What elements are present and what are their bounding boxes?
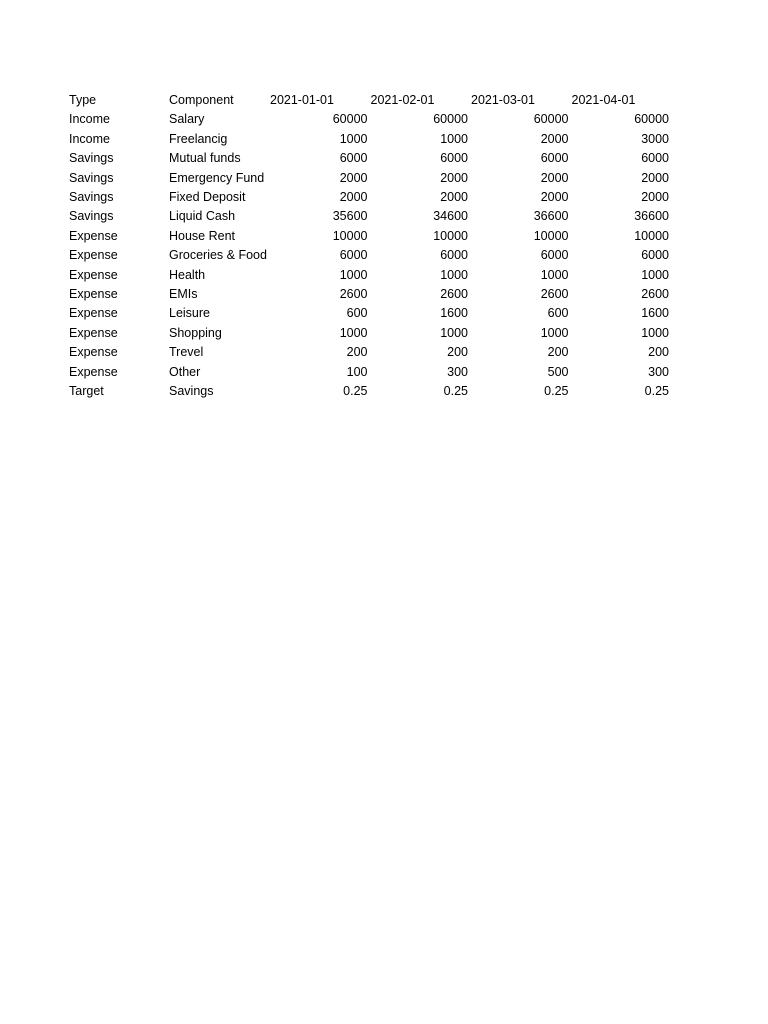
- cell-value: 600: [346, 306, 368, 321]
- cell-value: 1000: [339, 267, 368, 282]
- cell-component: EMIs: [169, 287, 198, 302]
- cell-value: 2000: [540, 170, 569, 185]
- cell-value: 1000: [339, 131, 368, 146]
- cell-value: 6000: [339, 151, 368, 166]
- cell-value: 34600: [433, 209, 468, 224]
- cell-value: 2600: [339, 287, 368, 302]
- cell-value: 200: [447, 345, 468, 360]
- cell-value: 1600: [641, 306, 669, 321]
- header-component: Component: [169, 93, 234, 107]
- cell-type: Savings: [69, 170, 114, 185]
- table-row: [67, 304, 670, 323]
- cell-value: 2000: [339, 190, 368, 205]
- cell-value: 2600: [540, 287, 569, 302]
- table-row: [67, 246, 670, 265]
- cell-value: 6000: [540, 151, 569, 166]
- cell-component: Fixed Deposit: [169, 190, 246, 205]
- table-row: [67, 382, 670, 401]
- cell-component: Salary: [169, 112, 205, 127]
- cell-value: 500: [547, 364, 569, 379]
- cell-value: 2600: [641, 287, 669, 302]
- cell-type: Expense: [69, 287, 118, 302]
- table-body: [67, 110, 670, 401]
- cell-component: Liquid Cash: [169, 209, 236, 224]
- cell-component: Other: [169, 364, 201, 379]
- budget-table: [67, 91, 670, 402]
- cell-value: 10000: [332, 228, 368, 243]
- cell-type: Expense: [69, 306, 118, 321]
- cell-value: 36600: [533, 209, 569, 224]
- cell-value: 100: [346, 364, 368, 379]
- table-row: [67, 363, 670, 382]
- cell-type: Savings: [69, 190, 114, 205]
- cell-value: 10000: [634, 228, 669, 243]
- cell-component: Mutual funds: [169, 151, 241, 166]
- cell-value: 0.25: [343, 384, 368, 399]
- cell-value: 2000: [339, 170, 368, 185]
- cell-value: 2600: [440, 287, 468, 302]
- cell-value: 1000: [641, 267, 669, 282]
- cell-value: 1000: [339, 325, 368, 340]
- cell-value: 60000: [634, 112, 669, 127]
- cell-value: 1000: [440, 131, 468, 146]
- cell-type: Expense: [69, 345, 118, 360]
- cell-type: Income: [69, 131, 110, 146]
- table-row: [67, 169, 670, 188]
- cell-value: 6000: [540, 248, 569, 263]
- cell-value: 6000: [339, 248, 368, 263]
- cell-type: Expense: [69, 364, 118, 379]
- cell-component: Shopping: [169, 325, 222, 340]
- cell-type: Savings: [69, 209, 114, 224]
- table-row: [67, 266, 670, 285]
- cell-component: Trevel: [169, 345, 204, 360]
- cell-value: 1000: [440, 267, 468, 282]
- cell-value: 300: [648, 364, 669, 379]
- cell-value: 0.25: [544, 384, 569, 399]
- cell-value: 1000: [440, 325, 468, 340]
- cell-value: 10000: [433, 228, 468, 243]
- header-date-4: 2021-04-01: [571, 93, 636, 107]
- cell-value: 600: [547, 306, 569, 321]
- cell-type: Expense: [69, 248, 118, 263]
- cell-value: 60000: [533, 112, 569, 127]
- spreadsheet-page: [67, 91, 670, 402]
- cell-value: 2000: [641, 170, 669, 185]
- table-row: [67, 188, 670, 207]
- cell-value: 60000: [332, 112, 368, 127]
- cell-value: 35600: [332, 209, 368, 224]
- cell-value: 6000: [641, 248, 669, 263]
- cell-value: 1000: [540, 267, 569, 282]
- table-row: [67, 227, 670, 246]
- cell-value: 60000: [433, 112, 468, 127]
- table-row: [67, 130, 670, 149]
- cell-value: 2000: [440, 170, 468, 185]
- cell-component: Emergency Fund: [169, 170, 265, 185]
- cell-value: 10000: [533, 228, 569, 243]
- cell-type: Target: [69, 384, 104, 399]
- cell-value: 0.25: [443, 384, 468, 399]
- cell-value: 2000: [540, 131, 569, 146]
- cell-value: 6000: [641, 151, 669, 166]
- cell-value: 200: [648, 345, 669, 360]
- cell-type: Savings: [69, 151, 114, 166]
- header-date-2: 2021-02-01: [370, 93, 435, 107]
- cell-type: Expense: [69, 228, 118, 243]
- table-row: [67, 110, 670, 129]
- table-row: [67, 324, 670, 343]
- cell-value: 0.25: [644, 384, 669, 399]
- cell-component: Freelancig: [169, 131, 228, 146]
- cell-type: Expense: [69, 325, 118, 340]
- cell-value: 1600: [440, 306, 468, 321]
- cell-component: Groceries & Food: [169, 248, 267, 263]
- cell-component: Leisure: [169, 306, 210, 321]
- header-row: [67, 91, 670, 110]
- table-row: [67, 149, 670, 168]
- cell-value: 300: [447, 364, 468, 379]
- cell-value: 6000: [440, 151, 468, 166]
- cell-value: 1000: [540, 325, 569, 340]
- cell-value: 200: [547, 345, 569, 360]
- cell-value: 36600: [634, 209, 669, 224]
- header-date-3: 2021-03-01: [471, 93, 535, 107]
- cell-type: Expense: [69, 267, 118, 282]
- table-row: [67, 207, 670, 226]
- cell-value: 2000: [440, 190, 468, 205]
- cell-value: 200: [346, 345, 368, 360]
- cell-value: 6000: [440, 248, 468, 263]
- header-date-1: 2021-01-01: [270, 93, 334, 107]
- cell-component: Health: [169, 267, 206, 282]
- cell-value: 2000: [540, 190, 569, 205]
- table-row: [67, 285, 670, 304]
- cell-component: Savings: [169, 384, 214, 399]
- cell-value: 1000: [641, 325, 669, 340]
- cell-component: House Rent: [169, 228, 236, 243]
- header-type: Type: [69, 93, 97, 107]
- table-row: [67, 343, 670, 362]
- cell-type: Income: [69, 112, 110, 127]
- cell-value: 3000: [641, 131, 669, 146]
- cell-value: 2000: [641, 190, 669, 205]
